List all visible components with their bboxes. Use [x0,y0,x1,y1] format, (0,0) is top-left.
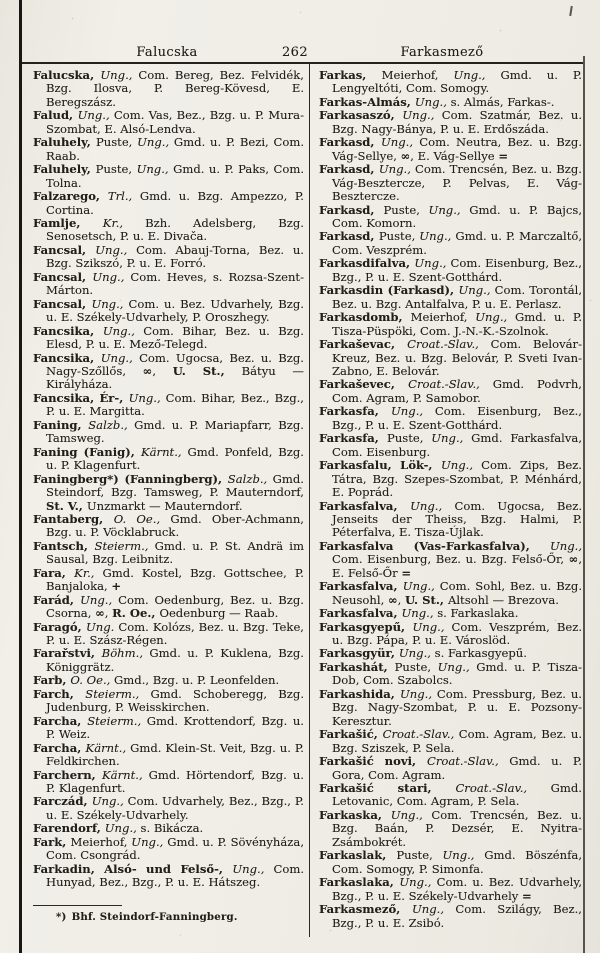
entry-text-segment: Ung., [399,875,437,890]
entry-text-segment: Com. Szilágy, Bez., Bzg., P. u. E. Zsibó. [332,902,582,930]
entry-text-segment: Farkasdin (Farkasd), [319,283,459,298]
entry-text-segment: Ung., [91,794,128,809]
gazetteer-entry [319,903,582,930]
gazetteer-entry [319,459,582,499]
entry-text-segment: Com. Ugocsa, Bez. u. Bzg. Nagy-Szőllős, [46,350,304,378]
entry-text-segment: Ung., [414,94,451,109]
gazetteer-entry [319,96,582,109]
entry-text-segment: Com. Zips, Bez. Tátra, Bzg. Szepes-Szombat, P. Ménhárd, E. Poprád. [332,458,582,500]
entry-text-segment: Farkasfa, [319,404,392,419]
gazetteer-entry [33,540,304,567]
entry-text-segment: Faluhely, [33,162,96,177]
entry-text-segment: Farařstvi, [33,646,102,661]
gazetteer-entry [319,230,582,257]
gazetteer-entry [319,621,582,648]
entry-text-segment: Farkasdomb, [319,310,411,325]
entry-text-segment: Farkas, [319,68,382,82]
entry-text-segment: Salzb., [88,417,135,432]
entry-text-segment: Ung., [412,619,452,634]
entry-text-segment: Gmd. u. P. Paks, Com. Tolna. [46,162,305,190]
entry-text-segment: U. St., [172,363,242,378]
entry-text-segment: Ung., [80,592,119,607]
entry-text-segment: Ung., [398,646,435,661]
gazetteer-entry [33,715,304,742]
entry-text-segment: Ung., [92,269,131,284]
entry-text-segment: Faningberg*) (Fanningberg), [33,471,228,486]
entry-text-segment: Farád, [33,592,81,607]
gazetteer-entry [33,674,304,687]
gazetteer-entry [33,446,304,473]
entry-text-segment: Farkašić novi, [319,754,427,769]
gazetteer-entry [33,392,304,419]
gazetteer-entry [319,809,582,849]
gazetteer-entry [33,325,304,352]
entry-text-segment: Farendorf, [33,821,105,836]
entry-text-segment: Gmd. u. P. Bezi, Com. Raab. [46,135,305,163]
entry-text-segment: Farkasfalva, [319,579,403,594]
gazetteer-entry [319,661,582,688]
entry-text-segment: Ung., [412,902,456,917]
entry-text-segment: Com. u. Bez. Udvarhely, Bzg. u. E. Székely-Udvarhely, P. Oroszhegy. [46,296,304,325]
entry-text-segment: Farkasaszó, [319,108,403,123]
entry-text-segment: Ung., [458,283,495,298]
gazetteer-entry [319,136,582,163]
station-symbol: ∞ [95,606,105,621]
entry-text-segment: Bzh. Adelsberg, Bzg. Senosetsch, P. u. E. Divača. [46,215,304,244]
entry-text-segment: , E. Vág-Sellye [410,148,499,163]
entry-text-segment: Ung., [378,162,415,177]
entry-text-segment: Farkaslaka, [319,875,400,890]
entry-text-segment: Farkasfa, [319,431,388,446]
entry-text-segment: Ung., [442,848,485,863]
entry-text-segment: Faning, [33,417,89,432]
running-head-right: Farkasmező [400,45,484,60]
entry-text-segment: Croat.-Slav., [408,377,493,392]
entry-text-segment: , [104,606,113,621]
entry-text-segment: Farkasdifalva, [319,256,415,271]
paper-speckles [0,0,1,1]
entry-text-segment: Fancsika, [33,350,101,365]
entry-text-segment: Farb, [33,673,71,688]
entry-text-segment: Meierhof, [70,834,132,849]
entry-text-segment: s. Bikácza. [140,821,204,836]
entry-text-segment: Fancsal, [33,242,96,257]
gazetteer-entry [319,782,582,809]
entry-text-segment: Kr., [102,215,146,230]
page-number: 262 [281,45,308,60]
entry-text-segment: Gmd. u. P. Tisza-Dob, Com. Szabolcs. [332,659,582,688]
gazetteer-entry [319,109,582,136]
entry-text-segment: Ung., [77,108,114,123]
gazetteer-entry [33,473,304,513]
gazetteer-entry [319,849,582,876]
entry-text-segment: U. St., [405,592,448,607]
station-symbol: = [498,148,509,163]
entry-text-segment: Ung., [128,390,166,405]
entry-text-segment: Ung., [232,861,274,876]
station-symbol: + [111,579,122,594]
entry-text-segment: Com. Hunyad, Bez., Bzg., P. u. E. Hátszeg. [46,861,304,890]
entry-text-segment: Farch, [33,686,86,701]
entry-text-segment: Puste, [95,135,138,150]
entry-text-segment: Com. Neutra, Bez. u. Bzg. Vág-Sellye, [332,135,583,163]
station-symbol: ∞ [142,363,153,378]
entry-text-segment: Trl., [107,189,140,204]
footnote-separator [33,905,122,906]
page-right-border [583,56,585,953]
entry-text-segment: Gmd. u. P. St. Andrä im Sausal, Bzg. Leibnitz. [46,538,304,567]
entry-text-segment: Farkasfalva (Vas-Farkasfalva), [319,538,550,553]
entry-text-segment: Gmd. Ponfeld, Bzg. u. P. Klagenfurt. [46,444,304,473]
entry-text-segment: Farkaslak, [319,848,397,863]
entry-text-segment: Com. Oedenburg, Bez. u. Bzg. Csorna, [46,592,304,621]
entry-text-segment: Farkasfalva, [319,498,411,513]
entry-text-segment: Farkas-Almás, [319,94,415,109]
entry-text-segment: Farkadin, Alsó- und Felső-, [33,861,233,876]
entry-text-segment: Farkashida, [319,686,400,701]
entry-text-segment: Com. Eisenburg, Bez., Bzg., P. u. E. Szent-Gotthárd. [332,404,582,432]
entry-text-segment: Puste, [383,202,429,217]
entry-text-segment: Gmd. Krottendorf, Bzg. u. P. Weiz. [46,713,304,742]
entry-text-segment: Com. Udvarhely, Bez., Bzg., P. u. E. Székely-Udvarhely. [46,794,304,822]
entry-text-segment: s. Farkaslaka. [437,606,519,621]
entry-text-segment: , E. Felső-Őr [332,552,582,580]
entry-text-segment: Com. Eisenburg, Bez. u. Bzg. Felső-Őr, [332,552,569,567]
entry-text-segment: Kärnt., [102,767,149,782]
entry-text-segment: Farkasd, [319,162,379,177]
entry-text-segment: Kr., [74,565,103,580]
entry-text-segment: Croat.-Slav., [426,754,510,769]
entry-text-segment: Faluhely, [33,135,96,150]
entry-text-segment: Com. Vas, Bez., Bzg. u. P. Mura-Szombat, E. Alsó-Lendva. [46,108,305,136]
entry-text-segment: Ung., [453,68,501,82]
entry-text-segment: Gmd. Kostel, Bzg. Gottschee, P. Banjaloka, [46,565,304,594]
gazetteer-entry [33,836,304,863]
entry-text-segment: Fantsch, [33,538,95,553]
entry-text-segment: Farchern, [33,767,103,782]
entry-text-segment: Steierm., [85,686,151,701]
entry-text-segment: Gmd. Farkasfalva, Com. Eisenburg. [332,431,583,459]
entry-text-segment: Steierm., [87,713,147,728]
entry-text-segment: Meierhof, [381,68,454,82]
gazetteer-entry [33,298,304,325]
entry-text-segment: Ung., [136,162,174,177]
entry-text-segment: Croat.-Slav., [407,337,491,352]
entry-text-segment: Farkaševec, [319,377,409,392]
entry-text-segment: Ung., [475,310,515,325]
entry-text-segment: Com. u. Bez. Udvarhely, Bzg., P. u. E. Székely-Udvarhely [332,875,583,903]
entry-text-segment: Puste, [95,162,137,177]
entry-text-segment: Fark, [33,834,71,849]
entry-text-segment: Com. Kolózs, Bez. u. Bzg. Teke, P. u. E. Szász-Régen. [46,619,304,648]
gazetteer-entry [33,621,304,648]
footnote-marker: *) [56,911,67,923]
gazetteer-entry [319,432,582,459]
entry-text-segment: Gmd. u. P. Sövényháza, Com. Csongrád. [46,834,305,863]
entry-text-segment: Farkasfalu, Lök-, [319,458,441,473]
gazetteer-entry [319,284,582,311]
column-right [319,69,582,930]
gazetteer-entry [319,405,582,432]
station-symbol: = [401,565,412,580]
entry-text-segment: Kärnt., [140,444,188,459]
entry-text-segment: Ung., [431,431,472,446]
entry-text-segment: Ung., [95,242,137,257]
entry-text-segment: Faning (Fanig), [33,444,141,459]
gazetteer-entry [319,755,582,782]
entry-text-segment: Com. Trencsén, Bez. u. Bzg. Vág-Besztercze, P. Pelvas, E. Vág-Besztercze. [332,162,582,204]
entry-text-segment: Famlje, [33,215,103,230]
entry-text-segment: St. V., [46,498,87,513]
gazetteer-entry [33,822,304,835]
entry-text-segment: Com. Trencsén, Bez. u. Bzg. Baán, P. Dezsér, E. Nyitra-Zsámbokrét. [332,807,582,849]
entry-text-segment: Gmd. Letovanic, Com. Agram, P. Sela. [332,781,582,809]
entry-text-segment: Kärnt., [85,740,131,755]
entry-text-segment: Gmd. u. P. Marczaltő, Com. Veszprém. [332,229,583,257]
station-symbol: ∞ [568,552,579,567]
entry-text-segment: Fara, [33,565,75,580]
entry-text-segment: Ung., [137,135,174,150]
entry-text-segment: Gmd. u. P. Mariapfarr, Bzg. Tamsweg. [46,417,304,446]
entry-text-segment: Com. Sohl, Bez. u. Bzg. Neusohl, [332,579,583,607]
entry-text-segment: Ung., [91,296,129,311]
entry-text-segment: Puste, [396,848,443,863]
gazetteer-entry [319,163,582,203]
entry-text-segment: Com. Agram, Bez. u. Bzg. Sziszek, P. Sela. [332,727,583,755]
entry-text-segment: Fancsal, [33,296,92,311]
entry-text-segment: Ung., [440,458,482,473]
entry-text-segment: Gmd. u. P. Bajcs, Com. Komorn. [332,202,583,230]
entry-text-segment: Ung., [428,202,470,217]
entry-text-segment: Ung., [401,606,438,621]
entry-text-segment: Bátyu — Királyháza. [46,363,304,392]
entry-text-segment: Farcha, [33,713,88,728]
gazetteer-entry [33,513,304,540]
entry-text-segment: Com. Szatmár, Bez. u. Bzg. Nagy-Bánya, P. u. E. Erdőszáda. [332,108,583,136]
header-rule [21,62,584,64]
entry-text-segment: Ung., [104,821,141,836]
gazetteer-entry [319,69,582,96]
footnote-text: Bhf. Steindorf-Fanningberg. [71,911,238,923]
entry-text-segment: Fancsika, Ér-, [33,390,129,405]
entry-text-segment: Ung., [410,498,455,513]
entry-text-segment: Ung., [390,807,432,822]
entry-text-segment: Meierhof, [410,310,476,325]
entry-text-segment: Com. Ugocsa, Bez. Jenseits der Theiss, Bzg. Halmi, P. Péterfalva, E. Tisza-Újlak. [332,498,583,540]
entry-text-segment: Puste, [394,659,438,674]
entry-text-segment: Croat.-Slav., [455,781,551,796]
entry-text-segment: Falud, [33,108,78,123]
entry-text-segment: Gmd. Klein-St. Veit, Bzg. u. P. Feldkirchen. [46,740,304,769]
entry-text-segment: Com. Abauj-Torna, Bez. u. Bzg. Szikszó, P. u. E. Forró. [46,242,304,271]
running-head-left: Falucska [136,45,198,60]
entry-text-segment: Ung., [131,834,168,849]
entry-text-segment: Farkasmező, [319,902,412,917]
entry-text-segment: Gmd. u. P. Kuklena, Bzg. Königgrätz. [46,646,304,674]
entry-text-segment: Ung., [102,323,144,338]
entry-text-segment: , [152,363,173,378]
entry-text-segment: Farkashát, [319,659,395,674]
entry-text-segment: Ung., [402,579,440,594]
gazetteer-entry [319,540,582,580]
gazetteer-entry [33,271,304,298]
gazetteer-entry [319,500,582,540]
entry-text-segment: Ung., [400,686,437,701]
gazetteer-entry [33,163,304,190]
entry-text-segment: Gmd. u. P. Gora, Com. Agram. [332,754,582,782]
entry-text-segment: Farkašić, [319,727,383,742]
entry-text-segment: Gmd. u. P. Tisza-Püspöki, Com. J.-N.-K.-Szolnok. [332,310,583,338]
gazetteer-entry [319,378,582,405]
gazetteer-entry [33,688,304,715]
entry-text-segment: Farkaska, [319,807,391,822]
gazetteer-entry [319,728,582,755]
entry-text-segment: Fancsika, [33,323,103,338]
gazetteer-entry [319,257,582,284]
entry-text-segment: Gmd. Steindorf, Bzg. Tamsweg, P. Mauterndorf, [46,471,304,500]
entry-text-segment: Gmd. Schoberegg, Bzg. Judenburg, P. Weisskirchen. [46,686,305,715]
gazetteer-entry [33,769,304,796]
entry-text-segment: Farkasgyür, [319,646,399,661]
station-symbol: = [522,888,532,903]
entry-text-segment: Farkasd, [319,202,384,217]
entry-text-segment: Oedenburg — Raab. [159,606,279,621]
entry-text-segment: Puste, [387,431,432,446]
entry-text-segment: Com. Veszprém, Bez. u. Bzg. Pápa, P. u. E. Városlöd. [332,619,583,648]
entry-text-segment: Ung., [391,404,435,419]
entry-text-segment: Gmd. u. P. Lengyeltóti, Com. Somogy. [332,68,582,96]
entry-text-segment: Farcha, [33,740,86,755]
entry-text-segment: O. Oe., [70,673,115,688]
entry-text-segment: Salzb., [227,471,273,486]
entry-text-segment: O. Oe., [113,511,171,526]
entry-text-segment: Gmd. Hörtendorf, Bzg. u. P. Klagenfurt. [46,767,304,796]
gazetteer-entry [33,136,304,163]
entry-text-segment: Gmd. Ober-Achmann, Bzg. u. P. Vöcklabruck. [46,511,304,540]
entry-text-segment: , [397,592,405,607]
entry-text-segment: R. Oe., [112,606,160,621]
entry-text-segment: Ung., [437,659,477,674]
entry-text-segment: Farkasd, [319,229,379,244]
gazetteer-entry [319,647,582,660]
gazetteer-entry [33,742,304,769]
entry-text-segment: Ung., [100,68,139,82]
gazetteer-entry [33,419,304,446]
gazetteer-entry [319,338,582,378]
entry-text-segment: Ung., [100,350,140,365]
entry-text-segment: Com. Eisenburg, Bez., Bzg., P. u. E. Szent-Gotthárd. [332,256,582,284]
entry-text-segment: Gmd. u. Bzg. Ampezzo, P. Cortina. [46,189,304,217]
gazetteer-entry [33,244,304,271]
gazetteer-entry [319,580,582,607]
entry-text-segment: Falucska, [33,68,101,82]
gazetteer-entry [33,109,304,136]
entry-text-segment: Ung. [85,619,119,634]
column-left [33,69,304,890]
entry-text-segment: Puste, [378,229,420,244]
gazetteer-entry [33,863,304,890]
page-left-border [19,0,22,953]
entry-text-segment: s. Almás, Farkas-. [450,94,555,109]
entry-text-segment: Steierm., [94,538,155,553]
entry-text-segment: Farkaševac, [319,337,408,352]
gazetteer-entry [319,311,582,338]
gazetteer-entry [319,204,582,231]
station-symbol: ∞ [400,148,411,163]
gazetteer-entry [319,688,582,728]
entry-text-segment: Faragó, [33,619,86,634]
entry-text-segment: Com. Bihar, Bez., Bzg., P. u. E. Margitta. [46,390,304,419]
gazetteer-entry [33,647,304,674]
station-symbol: ∞ [387,592,398,607]
entry-text-segment: Falzarego, [33,189,108,204]
entry-text-segment: Com. Bereg, Bez. Felvidék, Bzg. Ilosva, P. Bereg-Kövesd, E. Beregszász. [46,68,304,109]
gazetteer-entry [33,190,304,217]
entry-text-segment: Fantaberg, [33,511,114,526]
gazetteer-entry [33,567,304,594]
gazetteer-entry [33,795,304,822]
entry-text-segment: Farkasfalva, [319,606,402,621]
entry-text-segment: Com. Pressburg, Bez. u. Bzg. Nagy-Szombat, P. u. E. Pozsony-Keresztur. [332,686,582,728]
entry-text-segment: Gmd. Podvrh, Com. Agram, P. Samobor. [332,377,582,405]
entry-text-segment: Böhm., [101,646,150,661]
entry-text-segment: Com. Bihar, Bez. u. Bzg. Elesd, P. u. E. Mező-Telegd. [46,323,304,352]
entry-text-segment: Ung., [419,229,456,244]
corner-mark [569,6,573,16]
gazetteer-entry [319,876,582,903]
entry-text-segment: Gmd. Böszénfa, Com. Somogy, P. Simonfa. [332,848,583,876]
entry-text-segment: Ung., [414,256,451,271]
entry-text-segment: Farkašić stari, [319,781,456,796]
entry-text-segment: Ung., [549,538,582,553]
entry-text-segment: s. Farkasgyepű. [434,646,527,661]
entry-text-segment: Fancsal, [33,269,93,284]
entry-text-segment: Croat.-Slav., [382,727,459,742]
entry-text-segment: Com. Heves, s. Rozsa-Szent-Márton. [46,269,304,298]
entry-text-segment: Farkasd, [319,135,382,150]
entry-text-segment: Farkasgyepű, [319,619,413,634]
gazetteer-entry [33,352,304,392]
gazetteer-entry [33,69,304,109]
entry-text-segment: Gmd., Bzg. u. P. Leonfelden. [114,673,280,688]
entry-text-segment: Com. Torontál, Bez. u. Bzg. Antalfalva, P. u. E. Perlasz. [332,283,583,311]
entry-text-segment: Unzmarkt — Mauterndorf. [86,498,243,513]
entry-text-segment: Farczád, [33,794,92,809]
gazetteer-entry [33,594,304,621]
footnote [56,911,238,923]
entry-text-segment: Ung., [402,108,442,123]
column-divider [309,63,310,937]
entry-text-segment: Ung., [381,135,420,150]
gazetteer-entry [319,607,582,620]
entry-text-segment: Altsohl — Brezova. [447,592,559,607]
entry-text-segment: Com. Belovár-Kreuz, Bez. u. Bzg. Belovár, P. Sveti Ivan-Zabno, E. Belovár. [332,337,582,378]
gazetteer-entry [33,217,304,244]
